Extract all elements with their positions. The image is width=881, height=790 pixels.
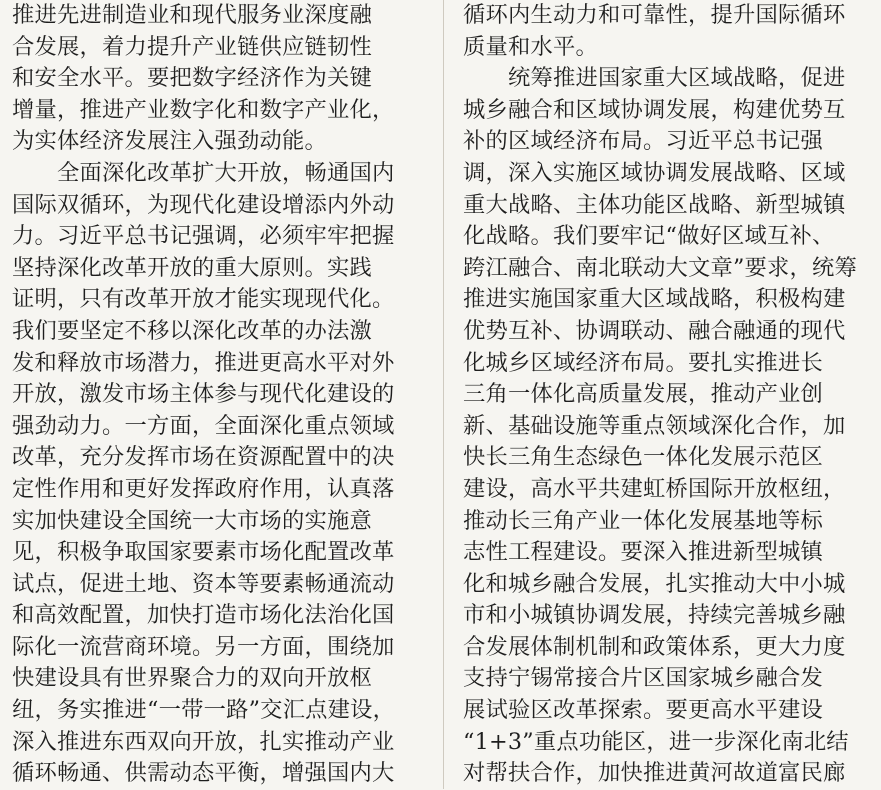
text-line: 化城乡区域经济布局。要扎实推进长 [463, 349, 823, 376]
article-column-right [463, 0, 876, 790]
text-line: 化和城乡融合发展，扎实推动大中小城 [463, 570, 846, 597]
text-line: 际化一流营商环境。另一方面，围绕加 [12, 633, 395, 660]
article-column-left [12, 0, 425, 790]
text-line: 快建设具有世界聚合力的双向开放枢 [12, 665, 372, 692]
text-line: 循环内生动力和可靠性，提升国际循环 [463, 2, 846, 28]
text-line: 增量，推进产业数字化和数字产业化， [12, 96, 395, 123]
text-line: 深入推进东西双向开放，扎实推动产业 [12, 728, 395, 755]
text-line: 坚持深化改革开放的重大原则。实践 [12, 254, 372, 281]
text-line: 改革，充分发挥市场在资源配置中的决 [12, 444, 395, 471]
text-line: 试点，促进土地、资本等要素畅通流动 [12, 570, 395, 597]
text-line: 推进实施国家重大区域战略，积极构建 [463, 286, 846, 313]
text-line: 推进先进制造业和现代服务业深度融 [12, 2, 372, 28]
paragraph-start-line: 统筹推进国家重大区域战略，促进 [508, 65, 846, 92]
text-line: 重大战略、主体功能区战略、新型城镇 [463, 191, 846, 218]
text-line: 新、基础设施等重点领域深化合作，加 [463, 412, 846, 439]
text-line: 纽，务实推进“一带一路”交汇点建设， [12, 697, 396, 724]
column-divider [443, 0, 444, 789]
text-line: 跨江融合、南北联动大文章”要求，统筹 [463, 254, 858, 281]
text-line: 见，积极争取国家要素市场化配置改革 [12, 539, 395, 566]
text-line: 开放，激发市场主体参与现代化建设的 [12, 381, 395, 408]
paragraph-start-line: 全面深化改革扩大开放，畅通国内 [57, 159, 395, 186]
text-line: 化战略。我们要牢记“做好区域互补、 [463, 223, 835, 250]
text-line: 和安全水平。要把数字经济作为关键 [12, 65, 372, 92]
text-line: 实加快建设全国统一大市场的实施意 [12, 507, 372, 534]
text-line: 和高效配置，加快打造市场化法治化国 [12, 602, 395, 629]
text-line: 调，深入实施区域协调发展战略、区域 [463, 159, 846, 186]
text-line: 发和释放市场潜力，推进更高水平对外 [12, 349, 395, 376]
text-line: 快长三角生态绿色一体化发展示范区 [463, 444, 823, 471]
text-line: 支持宁锡常接合片区国家城乡融合发 [463, 665, 823, 692]
text-line: 展试验区改革探索。要更高水平建设 [463, 697, 823, 724]
text-line: 为实体经济发展注入强劲动能。 [12, 128, 327, 155]
text-line: 推动长三角产业一体化发展基地等标 [463, 507, 823, 534]
text-line: 国际双循环，为现代化建设增添内外动 [12, 191, 395, 218]
text-line: 合发展，着力提升产业链供应链韧性 [12, 33, 372, 60]
text-line: 城乡融合和区域协调发展，构建优势互 [463, 96, 846, 123]
text-line: 证明，只有改革开放才能实现现代化。 [12, 286, 395, 313]
text-line: 我们要坚定不移以深化改革的办法激 [12, 317, 372, 344]
text-line: 对帮扶合作，加快推进黄河故道富民廊 [463, 760, 846, 787]
text-line: 三角一体化高质量发展，推动产业创 [463, 381, 823, 408]
text-line: 合发展体制机制和政策体系，更大力度 [463, 633, 846, 660]
text-line: 市和小城镇协调发展，持续完善城乡融 [463, 602, 846, 629]
text-line: 质量和水平。 [463, 33, 598, 60]
text-line: 补的区域经济布局。习近平总书记强 [463, 128, 823, 155]
text-line: 志性工程建设。要深入推进新型城镇 [463, 539, 823, 566]
text-line: “1+3”重点功能区，进一步深化南北结 [463, 728, 849, 755]
text-line: 循环畅通、供需动态平衡，增强国内大 [12, 760, 395, 787]
text-line: 建设，高水平共建虹桥国际开放枢纽， [463, 475, 846, 502]
text-line: 强劲动力。一方面，全面深化重点领域 [12, 412, 395, 439]
text-line: 定性作用和更好发挥政府作用，认真落 [12, 475, 395, 502]
text-line: 力。习近平总书记强调，必须牢牢把握 [12, 223, 395, 250]
text-line: 优势互补、协调联动、融合融通的现代 [463, 317, 846, 344]
